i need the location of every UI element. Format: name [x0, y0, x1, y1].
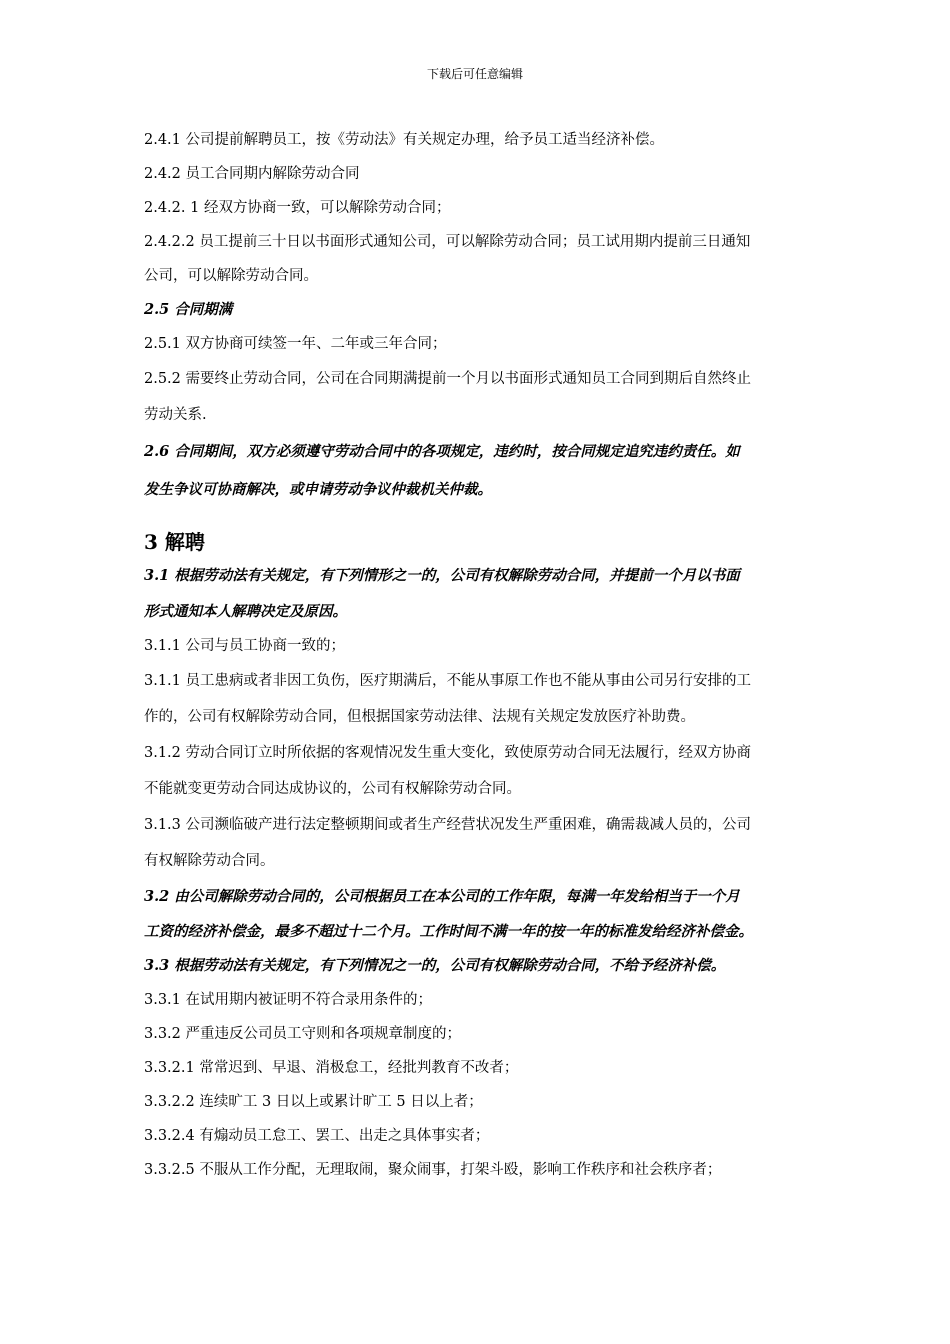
document-body	[144, 123, 840, 1187]
clause-3-1-line2: 形式通知本人解聘决定及原因。	[144, 603, 347, 620]
section-3-heading: 3 解聘	[144, 530, 205, 554]
clause-2-5-2-line1: 2.5.2 需要终止劳动合同，公司在合同期满提前一个月以书面形式通知员工合同到期后自然终止	[144, 371, 751, 387]
page-header: 下载后可任意编辑	[426, 67, 523, 81]
clause-3-3-2-5: 3.3.2.5 不服从工作分配，无理取闹，聚众闹事，打架斗殴，影响工作秩序和社会秩序者；	[144, 1162, 722, 1178]
clause-3-3-2-4: 3.3.2.4 有煽动员工怠工、罢工、出走之具体事实者；	[144, 1128, 490, 1144]
clause-3-1-line1: 3.1 根据劳动法有关规定，有下列情形之一的，公司有权解除劳动合同，并提前一个月以书面	[144, 567, 740, 584]
clause-3-2-line2: 工资的经济补偿金，最多不超过十二个月。工作时间不满一年的按一年的标准发给经济补偿金。	[144, 923, 753, 940]
clause-3-3-1: 3.3.1 在试用期内被证明不符合录用条件的；	[144, 992, 433, 1008]
clause-3-1-1a: 3.1.1 公司与员工协商一致的；	[144, 638, 346, 654]
clause-3-3: 3.3 根据劳动法有关规定，有下列情况之一的，公司有权解除劳动合同，不给予经济补偿。	[144, 957, 726, 974]
clause-3-1-3-line2: 有权解除劳动合同。	[144, 853, 275, 869]
clause-3-1-2-line1: 3.1.2 劳动合同订立时所依据的客观情况发生重大变化，致使原劳动合同无法履行，经双方协商	[144, 745, 751, 761]
clause-3-2-line1: 3.2 由公司解除劳动合同的，公司根据员工在本公司的工作年限，每满一年发给相当于一个月	[144, 888, 740, 905]
clause-2-5-2-line2: 劳动关系.	[144, 407, 207, 423]
clause-3-3-2-2: 3.3.2.2 连续旷工 3 日以上或累计旷工 5 日以上者；	[144, 1094, 483, 1110]
clause-2-5-1: 2.5.1 双方协商可续签一年、二年或三年合同；	[144, 336, 447, 352]
clause-2-6-line1: 2.6 合同期间，双方必须遵守劳动合同中的各项规定，违约时，按合同规定追究违约责任。如	[144, 443, 740, 460]
clause-2-4-2-2-line1: 2.4.2.2 员工提前三十日以书面形式通知公司，可以解除劳动合同；员工试用期内提前三日通知	[144, 234, 751, 250]
clause-3-1-2-line2: 不能就变更劳动合同达成协议的，公司有权解除劳动合同。	[144, 781, 521, 797]
clause-3-1-1b-line1: 3.1.1 员工患病或者非因工负伤，医疗期满后，不能从事原工作也不能从事由公司另行安排的工	[144, 673, 751, 689]
clause-3-1-1b-line2: 作的，公司有权解除劳动合同，但根据国家劳动法律、法规有关规定发放医疗补助费。	[144, 709, 695, 725]
clause-3-1-3-line1: 3.1.3 公司濒临破产进行法定整顿期间或者生产经营状况发生严重困难，确需裁减人员的，公司	[144, 817, 751, 833]
section-2-5-title: 2.5 合同期满	[144, 301, 233, 318]
clause-2-4-1: 2.4.1 公司提前解聘员工，按《劳动法》有关规定办理，给予员工适当经济补偿。	[144, 132, 665, 148]
clause-2-6-line2: 发生争议可协商解决，或申请劳动争议仲裁机关仲裁。	[144, 481, 492, 498]
clause-2-4-2: 2.4.2 员工合同期内解除劳动合同	[144, 166, 360, 182]
clause-2-4-2-2-line2: 公司，可以解除劳动合同。	[144, 268, 318, 284]
clause-2-4-2-1: 2.4.2. 1 经双方协商一致，可以解除劳动合同；	[144, 200, 451, 216]
clause-3-3-2-1: 3.3.2.1 常常迟到、早退、消极怠工，经批判教育不改者；	[144, 1060, 519, 1076]
clause-3-3-2: 3.3.2 严重违反公司员工守则和各项规章制度的；	[144, 1026, 462, 1042]
